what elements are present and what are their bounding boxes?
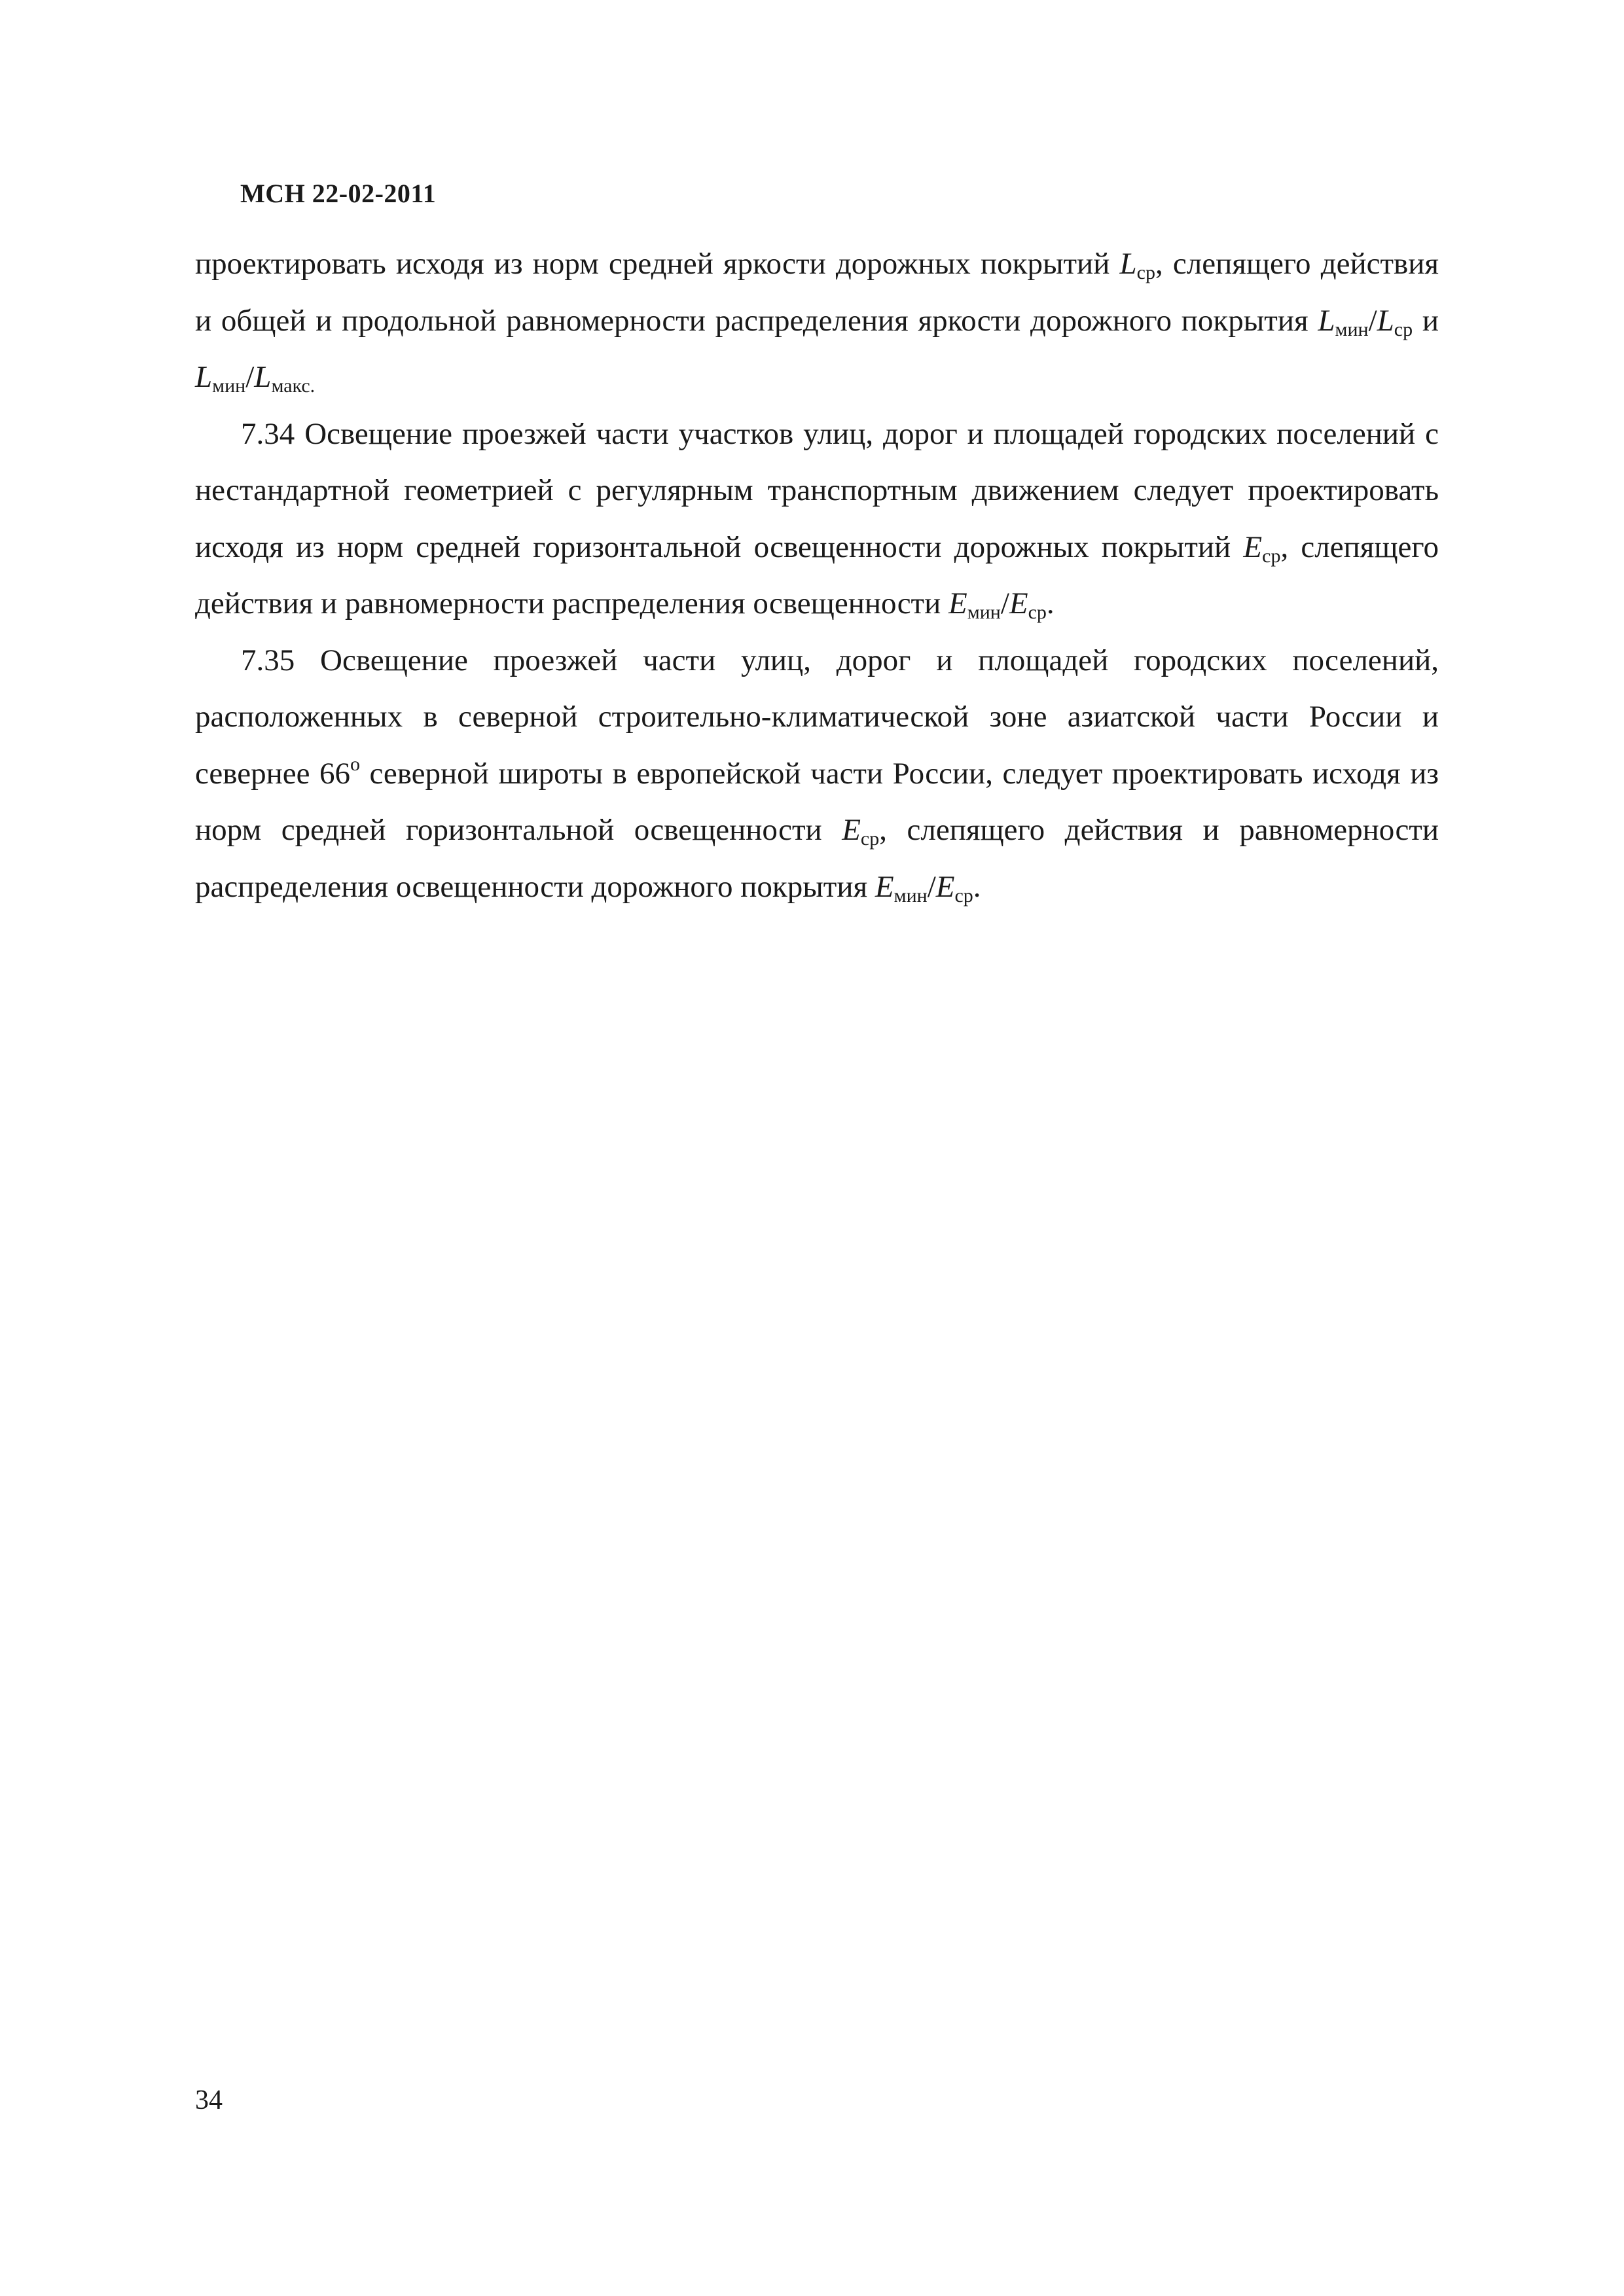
text-segment: 7.34 Освещение проезжей части участков улиц, дорог и площадей городских поселений с нестандартной геометрией с регулярным транспортным движением следует проектировать исходя из норм средней горизонтальной освещенности дорожных покрытий [195, 416, 1439, 564]
subscript-min: мин [212, 375, 246, 397]
subscript-min: мин [1335, 318, 1369, 340]
subscript-min: мин [967, 601, 1001, 623]
document-code-header: МСН 22-02-2011 [240, 179, 437, 208]
luminance-symbol: L [1318, 303, 1335, 338]
text-segment: , слепящего действия и равномерности распределения освещенности [195, 529, 1439, 620]
page-number: 34 [195, 2085, 223, 2115]
illuminance-symbol: E [1243, 529, 1263, 564]
slash: / [927, 869, 936, 904]
slash: / [1368, 303, 1377, 338]
text-segment: 7.35 Освещение проезжей части улиц, дорог и площадей городских поселений, расположенных в северной строительно-климатической зоне азиатской части России и севернее 66 [195, 643, 1439, 791]
period: . [1046, 586, 1055, 620]
paragraph-continuation [195, 236, 1439, 406]
illuminance-symbol: E [948, 586, 967, 620]
paragraph-7-35 [195, 632, 1439, 916]
text-segment: и [1413, 303, 1439, 338]
slash: / [1000, 586, 1009, 620]
subscript-average: ср [954, 884, 973, 906]
document-body [195, 236, 1439, 915]
slash: / [245, 360, 255, 394]
text-segment: , слепящего действия и общей и продольной равномерности распределения яркости дорожного покрытия [195, 247, 1439, 338]
paragraph-7-34 [195, 406, 1439, 632]
degree-superscript: о [350, 753, 360, 775]
subscript-min: мин [893, 884, 928, 906]
luminance-symbol: L [195, 360, 213, 394]
illuminance-symbol: E [842, 813, 861, 847]
subscript-average: ср [860, 828, 880, 850]
illuminance-symbol: E [935, 869, 955, 904]
illuminance-symbol: E [1009, 586, 1028, 620]
subscript-average: ср [1136, 262, 1155, 283]
subscript-average: ср [1262, 545, 1281, 567]
luminance-symbol: L [254, 360, 272, 394]
illuminance-symbol: E [875, 869, 894, 904]
text-segment: , слепящего действия и равномерности распределения освещенности дорожного покрытия [195, 813, 1439, 904]
text-segment: проектировать исходя из норм средней яркости дорожных покрытий [195, 247, 1120, 281]
subscript-max: макс. [271, 375, 316, 397]
text-segment: северной широты в европейской части России, следует проектировать исходя из норм средней горизонтальной освещенности [195, 756, 1439, 847]
luminance-symbol: L [1119, 247, 1137, 281]
subscript-average: ср [1394, 318, 1413, 340]
period: . [973, 869, 981, 904]
luminance-symbol: L [1377, 303, 1394, 338]
subscript-average: ср [1028, 601, 1047, 623]
